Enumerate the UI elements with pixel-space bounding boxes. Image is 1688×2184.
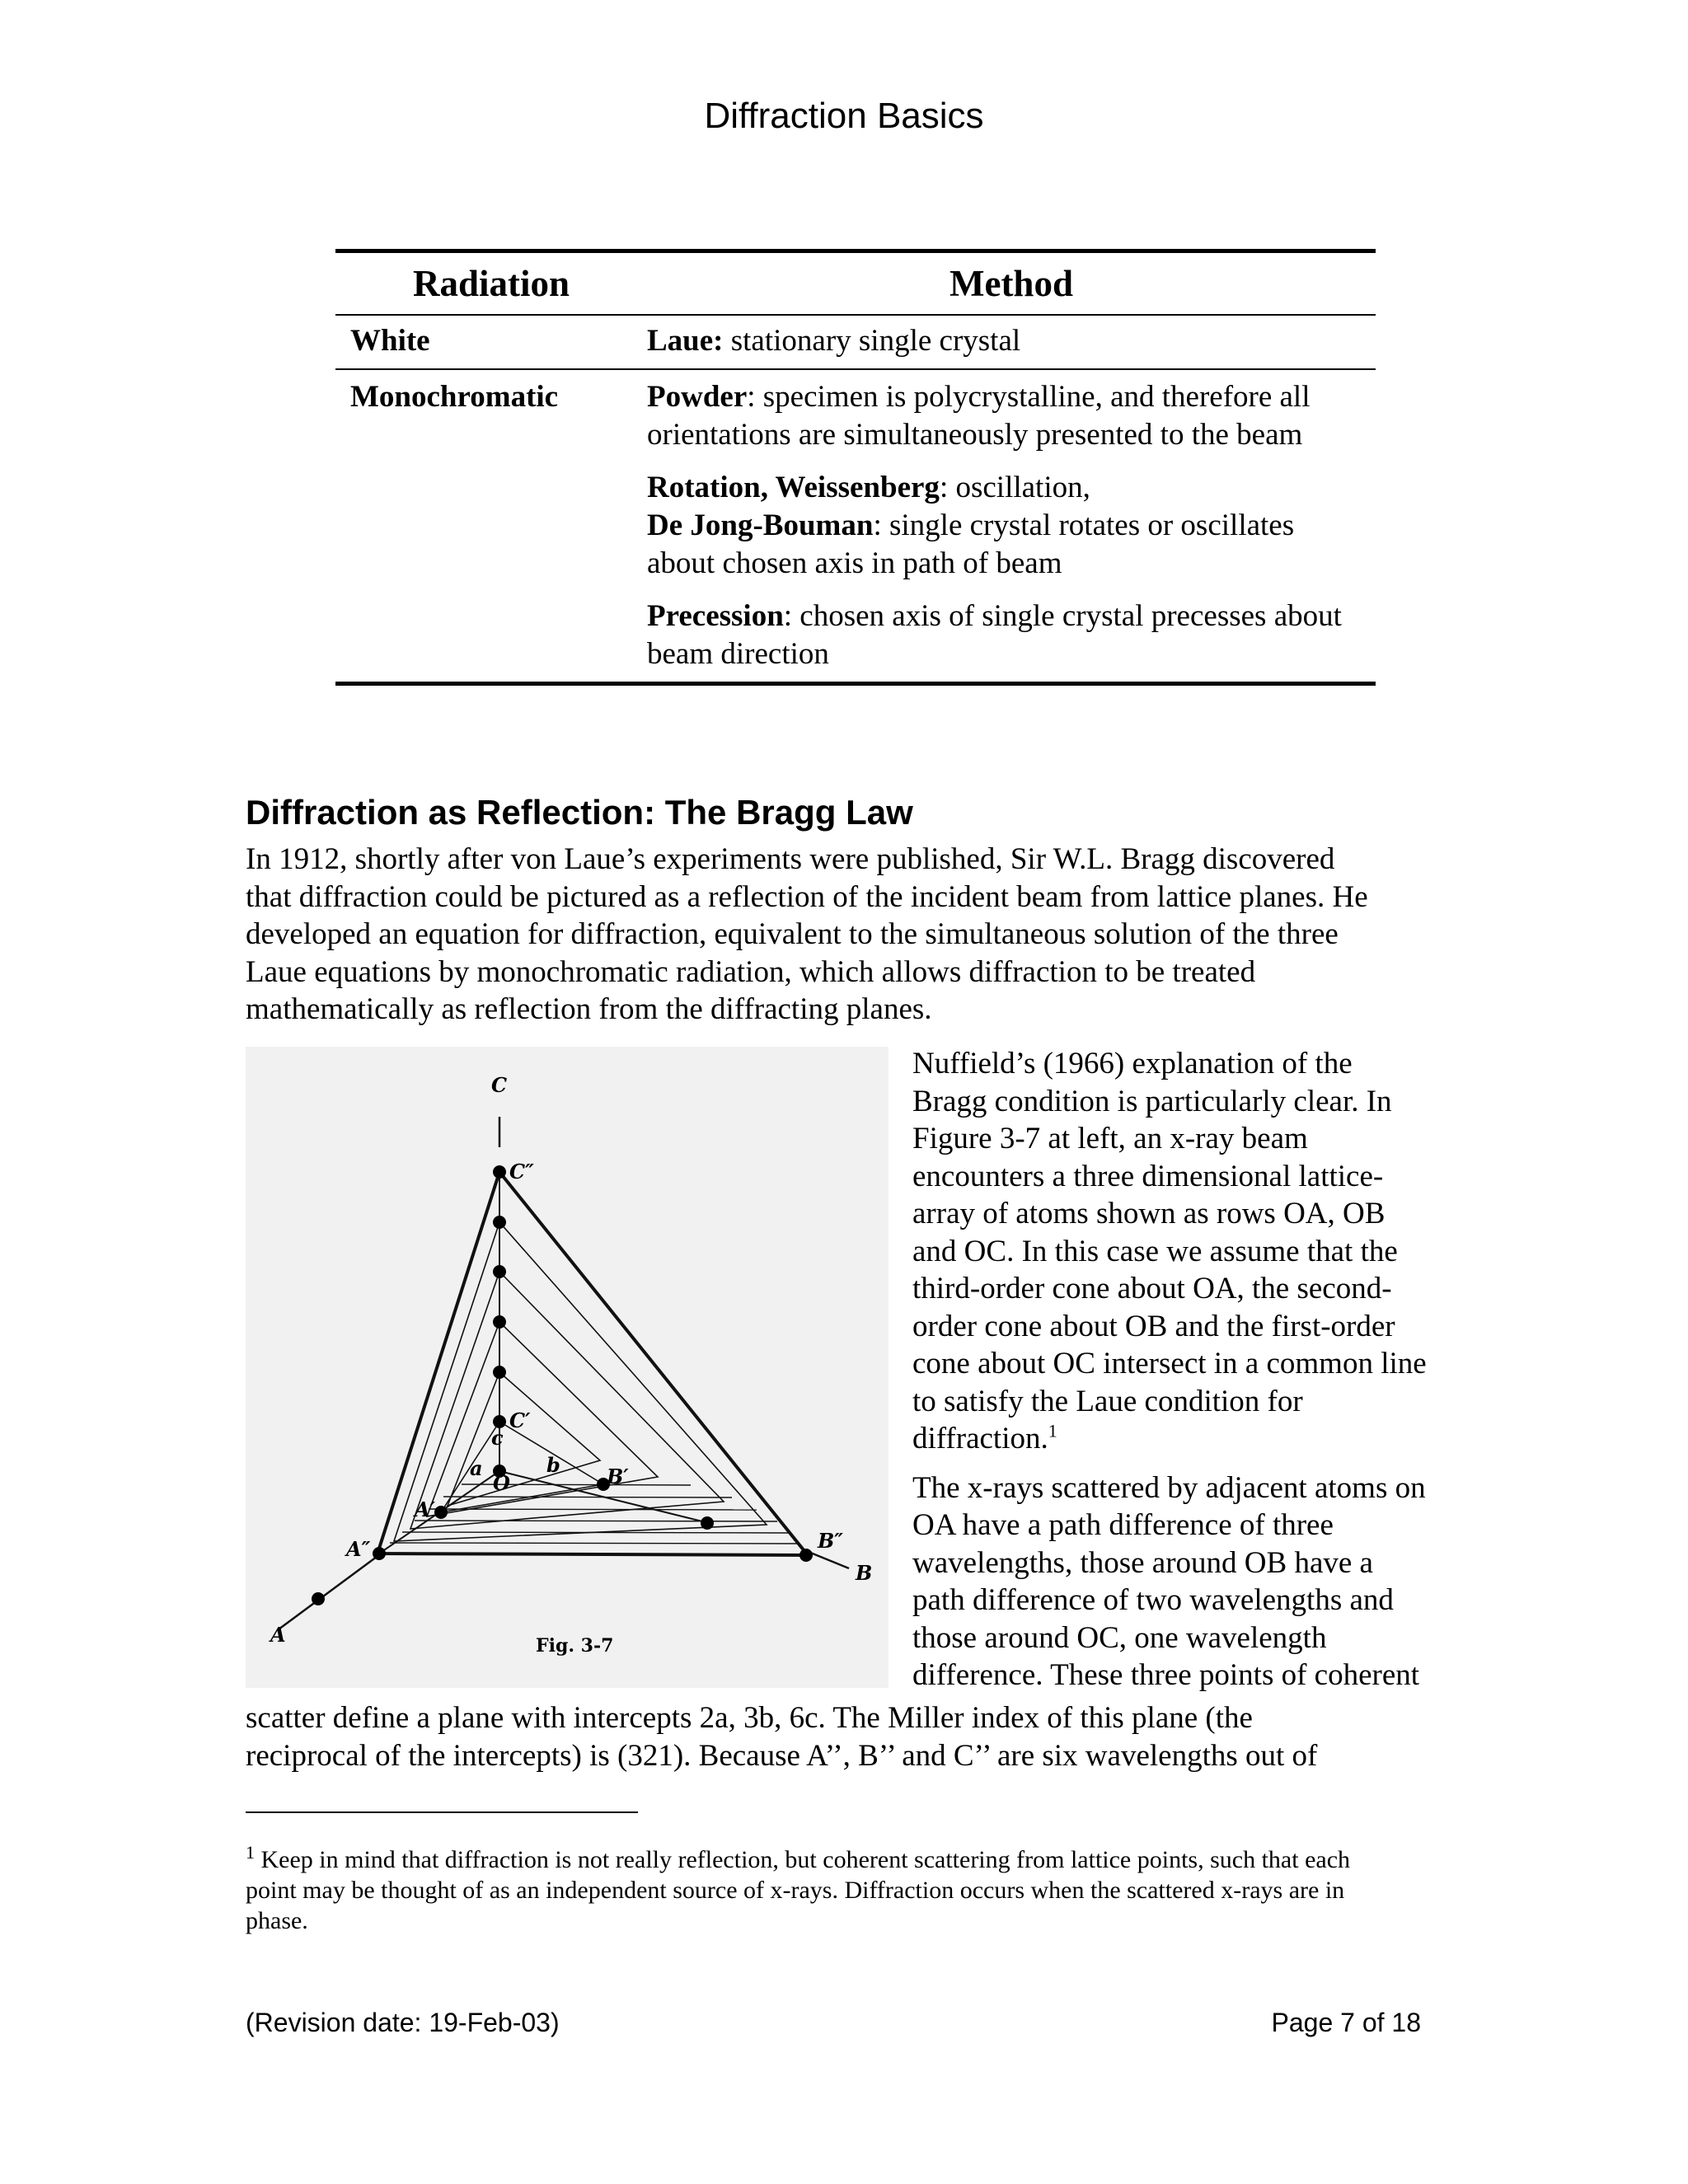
revision-date: (Revision date: 19-Feb-03) bbox=[246, 2008, 560, 2037]
label-b: b bbox=[546, 1453, 560, 1477]
label-A-prime: A′ bbox=[415, 1497, 435, 1521]
text-line: mathematically as reflection from the diffracting planes. bbox=[246, 992, 932, 1026]
label-A: A bbox=[270, 1623, 286, 1647]
radiation-cell: White bbox=[350, 324, 430, 358]
label-c: c bbox=[491, 1426, 504, 1450]
text-line: developed an equation for diffraction, equivalent to the simultaneous solution of the three bbox=[246, 917, 1339, 951]
method-text: : chosen axis of single crystal precesses about beam direction bbox=[647, 599, 1342, 671]
text-line: Laue equations by monochromatic radiation, which allows diffraction to be treated bbox=[246, 954, 1256, 989]
text-line: phase. bbox=[246, 1907, 308, 1934]
text-line: Nuffield’s (1966) explanation of the bbox=[912, 1047, 1353, 1080]
text-line: that diffraction could be pictured as a reflection of the incident beam from lattice planes. He bbox=[246, 879, 1368, 914]
radiation-cell: Monochromatic bbox=[350, 380, 559, 414]
label-O: O bbox=[493, 1471, 510, 1495]
method-text: : single crystal rotates or oscillates about chosen axis in path of beam bbox=[647, 509, 1295, 580]
text-line: OA have a path difference of three bbox=[912, 1508, 1334, 1542]
column-header-method: Method bbox=[950, 263, 1073, 304]
method-label: Rotation, Weissenberg bbox=[647, 471, 940, 504]
radiation-method-table bbox=[335, 249, 1376, 686]
table-bottom-rule bbox=[335, 682, 1376, 686]
lattice-diagram bbox=[246, 1047, 889, 1688]
text-line: Bragg condition is particularly clear. In bbox=[912, 1084, 1392, 1118]
text-line: and OC. In this case we assume that the bbox=[912, 1234, 1398, 1268]
text-line: Figure 3-7 at left, an x-ray beam bbox=[912, 1122, 1308, 1155]
figure-side-text bbox=[912, 1045, 1489, 1694]
text-line: those around OC, one wavelength bbox=[912, 1620, 1327, 1655]
column-header-radiation: Radiation bbox=[412, 263, 570, 304]
footnote-reference[interactable]: 1 bbox=[1048, 1420, 1057, 1441]
table-header-row bbox=[335, 253, 1376, 314]
method-text: : oscillation, bbox=[939, 471, 1090, 504]
method-label: Powder bbox=[647, 380, 748, 414]
text-line: reciprocal of the intercepts) is (321). Because A’’, B’’ and C’’ are six wavelengths out of bbox=[246, 1738, 1318, 1773]
text-line: to satisfy the Laue condition for bbox=[912, 1384, 1303, 1418]
method-text: : specimen is polycrystalline, and therefore all orientations are simultaneously presented to the beam bbox=[647, 380, 1311, 452]
text-line bbox=[912, 1420, 1489, 1458]
footnote-number: 1 bbox=[246, 1842, 255, 1863]
method-cell bbox=[647, 378, 1376, 673]
text-line: array of atoms shown as rows OA, OB bbox=[912, 1197, 1386, 1230]
method-label: De Jong-Bouman bbox=[647, 509, 874, 542]
text-line: scatter define a plane with intercepts 2a, 3b, 6c. The Miller index of this plane (the bbox=[246, 1701, 1253, 1735]
label-a: a bbox=[470, 1456, 483, 1480]
section-heading: Diffraction as Reflection: The Bragg Law bbox=[246, 793, 913, 832]
label-B-prime: B′ bbox=[607, 1465, 629, 1488]
method-label: Laue: bbox=[647, 324, 724, 358]
page-number: Page 7 of 18 bbox=[1271, 2008, 1421, 2037]
text-line-content: Keep in mind that diffraction is not really reflection, but coherent scattering from lattice points, such that each bbox=[255, 1846, 1351, 1873]
text-line: wavelengths, those around OB have a bbox=[912, 1545, 1373, 1580]
continuation-paragraph bbox=[246, 1699, 1482, 1774]
text-line: path difference of two wavelengths and bbox=[912, 1583, 1394, 1617]
text-line: order cone about OB and the first-order bbox=[912, 1309, 1395, 1343]
label-B: B bbox=[856, 1561, 873, 1585]
table-row bbox=[335, 316, 1376, 368]
text-line: encounters a three dimensional lattice- bbox=[912, 1159, 1384, 1193]
label-C-prime: C′ bbox=[509, 1408, 531, 1432]
text-line: The x-rays scattered by adjacent atoms on bbox=[912, 1470, 1426, 1505]
page-title: Diffraction Basics bbox=[704, 96, 984, 136]
label-A-double-prime: A″ bbox=[346, 1537, 371, 1561]
footnote-separator bbox=[246, 1811, 638, 1813]
figure-caption: Fig. 3-7 bbox=[536, 1635, 614, 1657]
label-B-double-prime: B″ bbox=[818, 1529, 844, 1553]
text-line-content: diffraction. bbox=[912, 1422, 1048, 1455]
text-line: cone about OC intersect in a common line bbox=[912, 1347, 1427, 1380]
method-cell bbox=[647, 322, 1376, 360]
method-label: Precession bbox=[647, 599, 784, 633]
text-line bbox=[246, 1844, 1482, 1875]
label-C-double-prime: C″ bbox=[509, 1160, 534, 1183]
table-row bbox=[335, 370, 1376, 682]
text-line: difference. These three points of coherent bbox=[912, 1658, 1420, 1692]
text-line: In 1912, shortly after von Laue’s experiments were published, Sir W.L. Bragg discovered bbox=[246, 842, 1335, 876]
text-line: third-order cone about OA, the second- bbox=[912, 1272, 1392, 1305]
text-line: point may be thought of as an independent source of x-rays. Diffraction occurs when the scattered x-rays are in bbox=[246, 1877, 1345, 1904]
method-text: stationary single crystal bbox=[723, 324, 1021, 358]
label-C: C bbox=[491, 1073, 508, 1097]
intro-paragraph bbox=[246, 841, 1482, 1029]
figure-3-7 bbox=[246, 1047, 889, 1688]
footnote bbox=[246, 1844, 1482, 1936]
